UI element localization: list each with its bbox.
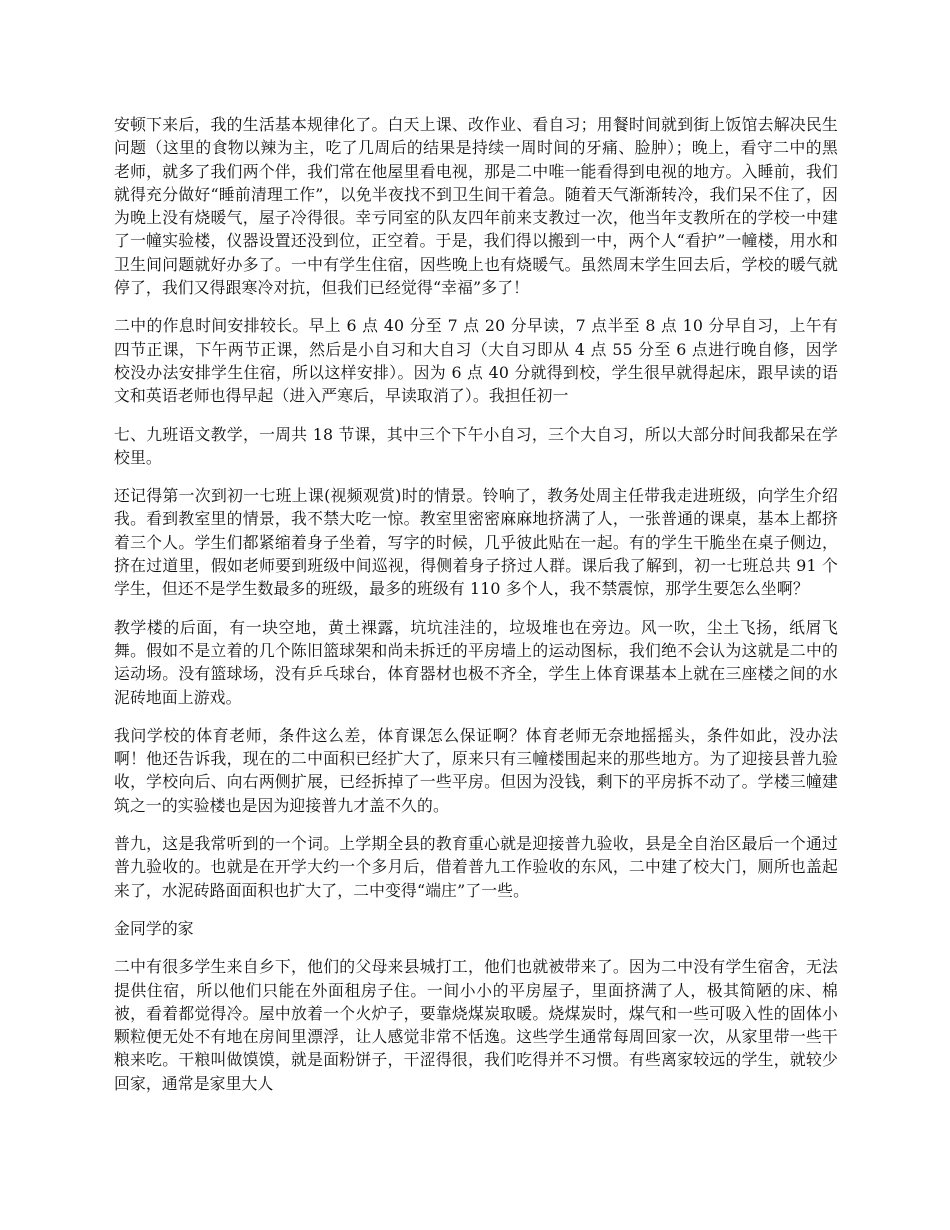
section-heading: 金同学的家 (114, 918, 194, 938)
paragraph-schedule: 二中的作息时间安排较长。早上 6 点 40 分至 7 点 20 分早读，7 点半至 8 点 10 分早自习，上午有四节正课，下午两节正课，然后是小自习和大自习（大自习即从 4 点 55 分至 6 点进行晚自修，因学校没办法安排学生住宿，所以这样安排）。因为 6 点 40 分就得到校，学生很早就得起床，跟早读的语文和英语老师也得早起（进入严寒后，早读取消了）。我担任初一 (114, 316, 838, 406)
paragraph-student-home: 二中有很多学生来自乡下，他们的父母来县城打工，他们也就被带来了。因为二中没有学生宿舍，无法提供住宿，所以他们只能在外面租房子住。一间小小的平房屋子，里面挤满了人，极其简陋的床、棉被，看着都觉得冷。屋中放着一个火炉子，要靠烧煤炭取暖。烧煤炭时，煤气和一些可吸入性的固体小颗粒便无处不有地在房间里漂浮，让人感觉非常不恬逸。这些学生通常每周回家一次，从家里带一些干粮来吃。干粮叫做馍馍，就是面粉饼子，干涩得很，我们吃得并不习惯。有些离家较远的学生，就较少回家，通常是家里大人 (114, 957, 838, 1093)
paragraph-playground: 教学楼的后面，有一块空地，黄土裸露，坑坑洼洼的，垃圾堆也在旁边。风一吹，尘土飞扬，纸屑飞舞。假如不是立着的几个陈旧篮球架和尚未拆迁的平房墙上的运动图标，我们绝不会认为这就是二中的运动场。没有篮球场，没有乒乓球台，体育器材也极不齐全，学生上体育课基本上就在三座楼之间的水泥砖地面上游戏。 (114, 617, 838, 707)
paragraph-pe-teacher: 我问学校的体育老师，条件这么差，体育课怎么保证啊？体育老师无奈地摇摇头，条件如此，没办法啊！他还告诉我，现在的二中面积已经扩大了，原来只有三幢楼围起来的那些地方。为了迎接县普九验收，学校向后、向右两侧扩展，已经拆掉了一些平房。但因为没钱，剩下的平房拆不动了。学楼三幢建筑之一的实验楼也是因为迎接普九才盖不久的。 (114, 725, 838, 815)
paragraph-first-class: 还记得第一次到初一七班上课(视频观赏)时的情景。铃响了，教务处周主任带我走进班级，向学生介绍我。看到教室里的情景，我不禁大吃一惊。教室里密密麻麻地挤满了人，一张普通的课桌，基本上都挤着三个人。学生们都紧缩着身子坐着，写字的时候，几乎彼此贴在一起。有的学生干脆坐在桌子侧边，挤在过道里，假如老师要到班级中间巡视，得侧着身子挤过人群。课后我了解到，初一七班总共 91 个学生，但还不是学生数最多的班级，最多的班级有 110 多个人，我不禁震惊，那学生要怎么坐啊？ (114, 486, 838, 599)
paragraph-puji: 普九，这是我常听到的一个词。上学期全县的教育重心就是迎接普九验收，县是全自治区最后一个通过普九验收的。也就是在开学大约一个多月后，借着普九工作验收的东风，二中建了校大门，厕所也盖起来了，水泥砖路面面积也扩大了，二中变得“端庄”了一些。 (114, 834, 838, 900)
paragraph-settling-in: 安顿下来后，我的生活基本规律化了。白天上课、改作业、看自习；用餐时间就到街上饭馆去解决民生问题（这里的食物以辣为主，吃了几周后的结果是持续一周时间的牙痛、脸肿）；晚上，看守二中的黑老师，就多了我们两个伴，我们常在他屋里看电视，那是二中唯一能看得到电视的地方。入睡前，我们就得充分做好“睡前清理工作”，以免半夜找不到卫生间干着急。随着天气渐渐转冷，我们呆不住了，因为晚上没有烧暖气，屋子冷得很。幸亏同室的队友四年前来支教过一次，他当年支教所在的学校一中建了一幢实验楼，仪器设置还没到位，正空着。于是，我们得以搬到一中，两个人“看护”一幢楼，用水和卫生间问题就好办多了。一中有学生住宿，因些晚上也有烧暖气。虽然周末学生回去后，学校的暖气就停了，我们又得跟寒冷对抗，但我们已经觉得“幸福”多了！ (114, 115, 838, 298)
document-page (114, 113, 838, 1110)
paragraph-class-load: 七、九班语文教学，一周共 18 节课，其中三个下午小自习，三个大自习，所以大部分时间我都呆在学校里。 (114, 424, 838, 467)
